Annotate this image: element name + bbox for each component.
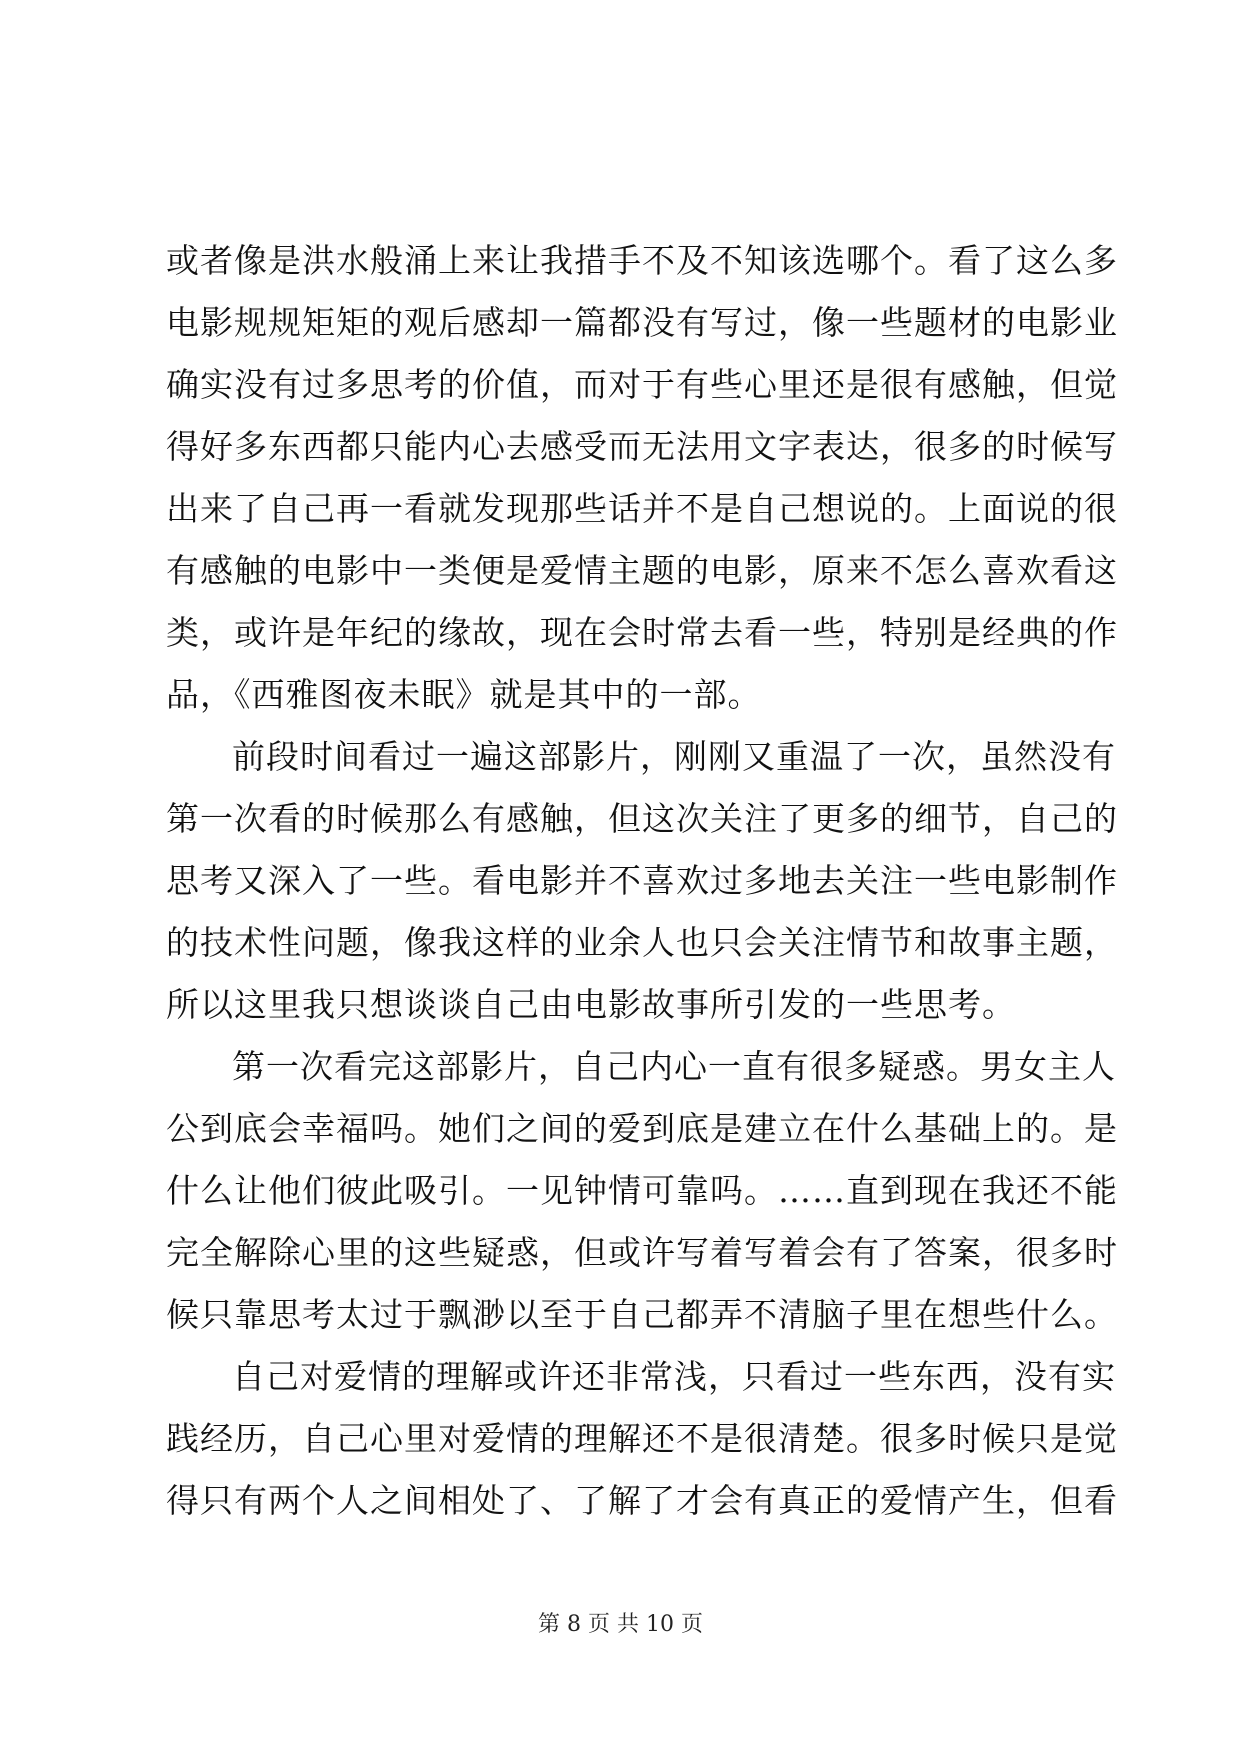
text-line: 确实没有过多思考的价值，而对于有些心里还是很有感触，但觉 [166,365,1118,404]
body-text [166,230,1118,1532]
text-line: 有感触的电影中一类便是爱情主题的电影，原来不怎么喜欢看这 [166,551,1118,590]
text-line: 类，或许是年纪的缘故，现在会时常去看一些，特别是经典的作 [166,613,1118,652]
text-line: 品，《西雅图夜未眠》就是其中的一部。 [166,675,762,714]
text-line: 思考又深入了一些。看电影并不喜欢过多地去关注一些电影制作 [166,861,1118,900]
text-line: 候只靠思考太过于飘渺以至于自己都弄不清脑子里在想些什么。 [166,1295,1118,1334]
text-line: 第一次看的时候那么有感触，但这次关注了更多的细节，自己的 [166,799,1118,838]
text-line: 前段时间看过一遍这部影片，刚刚又重温了一次，虽然没有 [232,737,1116,776]
text-line: 自己对爱情的理解或许还非常浅，只看过一些东西，没有实 [232,1357,1116,1396]
text-line: 所以这里我只想谈谈自己由电影故事所引发的一些思考。 [166,985,1016,1024]
text-line: 或者像是洪水般涌上来让我措手不及不知该选哪个。看了这么多 [166,241,1118,280]
text-line: 什么让他们彼此吸引。一见钟情可靠吗。……直到现在我还不能 [166,1171,1118,1210]
text-line: 公到底会幸福吗。她们之间的爱到底是建立在什么基础上的。是 [166,1109,1118,1148]
text-line: 践经历，自己心里对爱情的理解还不是很清楚。很多时候只是觉 [166,1419,1118,1458]
text-line: 得好多东西都只能内心去感受而无法用文字表达，很多的时候写 [166,427,1118,466]
text-line: 第一次看完这部影片，自己内心一直有很多疑惑。男女主人 [232,1047,1116,1086]
text-line: 出来了自己再一看就发现那些话并不是自己想说的。上面说的很 [166,489,1118,528]
page-footer: 第 8 页 共 10 页 [538,1612,703,1637]
text-line: 电影规规矩矩的观后感却一篇都没有写过，像一些题材的电影业 [166,303,1118,342]
text-line: 得只有两个人之间相处了、了解了才会有真正的爱情产生，但看 [166,1481,1118,1520]
text-line: 完全解除心里的这些疑惑，但或许写着写着会有了答案，很多时 [166,1233,1118,1272]
text-line: 的技术性问题，像我这样的业余人也只会关注情节和故事主题， [166,923,1118,962]
